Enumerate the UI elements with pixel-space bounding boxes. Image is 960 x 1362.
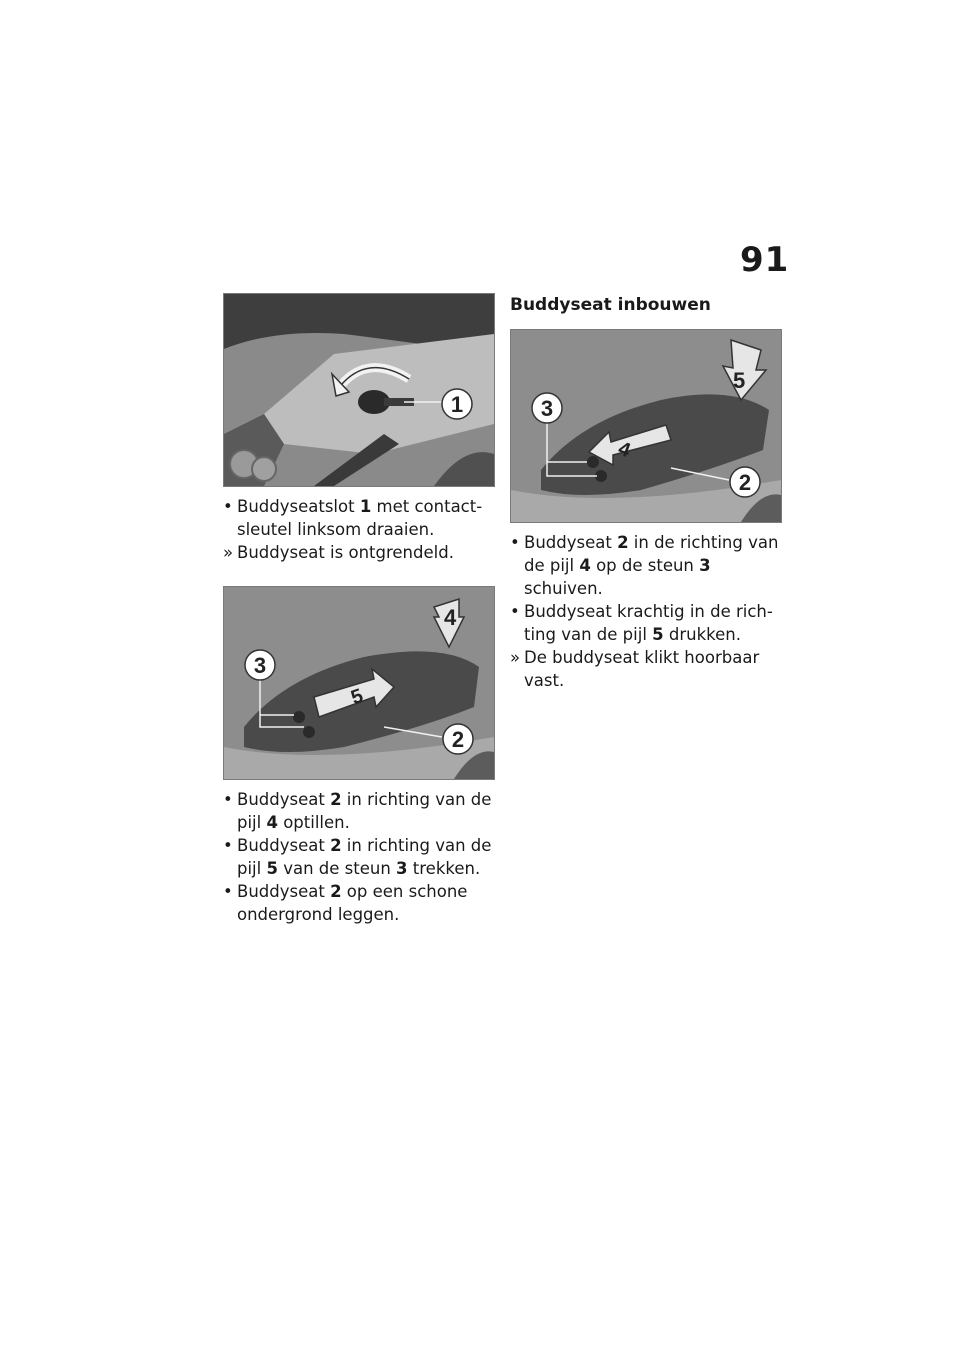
step-list-remove-seat bbox=[223, 788, 495, 926]
callout-label: 2 bbox=[451, 727, 465, 752]
result-marker: » bbox=[223, 543, 234, 562]
reference-number: 2 bbox=[617, 533, 629, 552]
result-item: » De buddyseat klikt hoorbaar vast. bbox=[510, 648, 760, 690]
reference-number: 2 bbox=[330, 790, 342, 809]
seat-install-photo bbox=[510, 329, 782, 523]
callout-label: 1 bbox=[450, 392, 464, 417]
reference-number: 5 bbox=[266, 859, 278, 878]
instruction-item: • Buddyseatslot 1 met contactsleutel linksom draaien. bbox=[223, 497, 483, 539]
section-heading: Buddyseat inbouwen bbox=[510, 295, 711, 315]
bullet-marker: • bbox=[223, 882, 233, 901]
bullet-marker: • bbox=[223, 836, 233, 855]
callout-label: 2 bbox=[738, 470, 752, 495]
reference-number: 1 bbox=[359, 497, 372, 516]
bullet-marker: • bbox=[510, 533, 520, 552]
callout-label: 3 bbox=[253, 653, 267, 678]
reference-number: 2 bbox=[330, 882, 342, 901]
callout-label: 4 bbox=[615, 437, 634, 463]
instruction-item: • Buddyseat 2 op een schone ondergrond leggen. bbox=[223, 882, 468, 924]
callout-label: 3 bbox=[540, 396, 554, 421]
left-column bbox=[223, 293, 495, 926]
callout-label: 4 bbox=[444, 605, 457, 630]
reference-number: 2 bbox=[330, 836, 342, 855]
right-column bbox=[510, 293, 782, 692]
callout-label: 5 bbox=[348, 684, 367, 710]
seat-removal-photo bbox=[223, 586, 495, 780]
instruction-item: • Buddyseat 2 in richting van de pijl 4 optillen. bbox=[223, 790, 492, 832]
seat-removal-illustration bbox=[224, 587, 494, 779]
seat-install-illustration bbox=[511, 330, 781, 522]
bullet-marker: • bbox=[510, 602, 520, 621]
instruction-item: • Buddyseat 2 in richting van de pijl 5 van de steun 3 trekken. bbox=[223, 836, 492, 878]
reference-number: 4 bbox=[266, 813, 278, 832]
reference-number: 4 bbox=[579, 556, 591, 575]
instruction-item: • Buddyseat 2 in de richting van de pijl 4 op de steun 3 schuiven. bbox=[510, 533, 779, 598]
step-list-remove-lock bbox=[223, 495, 495, 564]
reference-number: 3 bbox=[396, 859, 408, 878]
instruction-item: • Buddyseat krachtig in de richting van de pijl 5 drukken. bbox=[510, 602, 773, 644]
result-item: » Buddyseat is ontgrendeld. bbox=[223, 543, 454, 562]
seat-lock-photo bbox=[223, 293, 495, 487]
callout-label: 5 bbox=[733, 368, 746, 393]
bullet-marker: • bbox=[223, 790, 233, 809]
result-marker: » bbox=[510, 648, 521, 667]
reference-number: 5 bbox=[652, 625, 664, 644]
bullet-marker: • bbox=[223, 497, 233, 516]
reference-number: 3 bbox=[699, 556, 711, 575]
seat-lock-illustration bbox=[224, 294, 494, 486]
step-list-install-seat bbox=[510, 531, 782, 692]
page-number: 91 bbox=[740, 240, 790, 280]
